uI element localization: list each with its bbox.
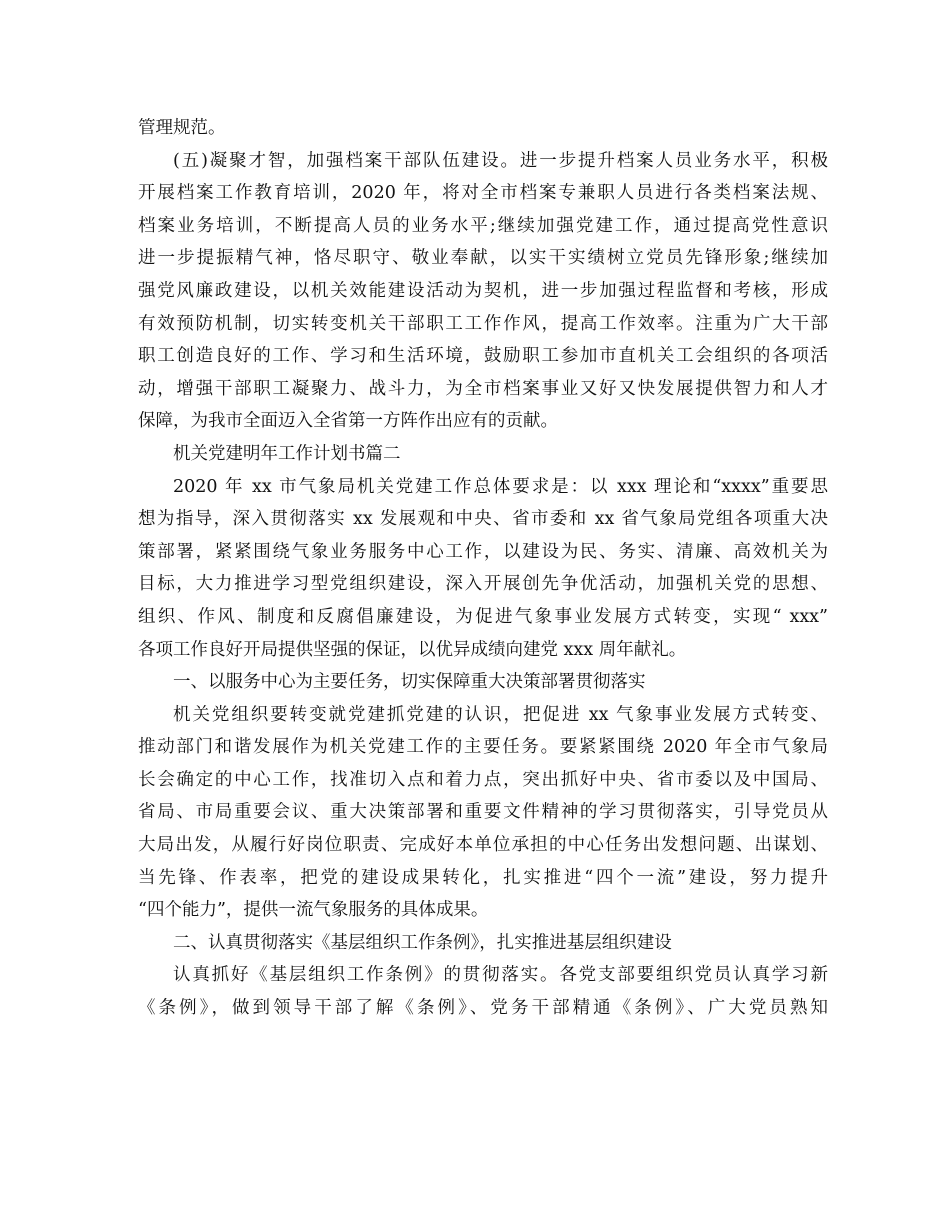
- text-line: (五)凝聚才智，加强档案干部队伍建设。进一步提升档案人员业务水平，积极: [173, 150, 828, 171]
- text-line: 进一步提振精气神，恪尽职守、敬业奉献，以实干实绩树立党员先锋形象;继续加: [138, 248, 828, 269]
- text-line: 长会确定的中心工作，找准切入点和着力点，突出抓好中央、省市委以及中国局、: [138, 769, 828, 790]
- text-line: 强党风廉政建设，以机关效能建设活动为契机，进一步加强过程监督和考核，形成: [138, 280, 828, 301]
- text-line: 2020 年 xx 市气象局机关党建工作总体要求是：以 xxx 理论和“xxxx”重要思: [173, 476, 828, 497]
- text-line: 认真抓好《基层组织工作条例》的贯彻落实。各党支部要组织党员认真学习新: [173, 965, 828, 986]
- text-line: 省局、市局重要会议、重大决策部署和重要文件精神的学习贯彻落实，引导党员从: [138, 802, 828, 823]
- text-line: 推动部门和谐发展作为机关党建工作的主要任务。要紧紧围绕 2020 年全市气象局: [138, 737, 828, 758]
- text-line: 《条例》，做到领导干部了解《条例》、党务干部精通《条例》、广大党员熟知: [138, 998, 828, 1019]
- text-line: 开展档案工作教育培训，2020 年，将对全市档案专兼职人员进行各类档案法规、: [138, 183, 828, 204]
- text-line: “四个能力”，提供一流气象服务的具体成果。: [138, 900, 489, 921]
- text-line: 机关党建明年工作计划书篇二: [173, 443, 401, 464]
- text-line: 想为指导，深入贯彻落实 xx 发展观和中央、省市委和 xx 省气象局党组各项重大决: [138, 509, 828, 530]
- text-line: 当先锋、作表率，把党的建设成果转化，扎实推进“四个一流”建设，努力提升: [138, 867, 828, 888]
- text-line: 目标，大力推进学习型党组织建设，深入开展创先争优活动，加强机关党的思想、: [138, 574, 828, 595]
- text-line: 动，增强干部职工凝聚力、战斗力，为全市档案事业又好又快发展提供智力和人才: [138, 378, 828, 399]
- text-line: 职工创造良好的工作、学习和生活环境，鼓励职工参加市直机关工会组织的各项活: [138, 346, 828, 367]
- text-line: 保障，为我市全面迈入全省第一方阵作出应有的贡献。: [138, 411, 558, 432]
- text-line: 二、认真贯彻落实《基层组织工作条例》，扎实推进基层组织建设: [173, 932, 672, 953]
- text-line: 档案业务培训，不断提高人员的业务水平;继续加强党建工作，通过提高党性意识: [138, 215, 828, 236]
- text-line: 组织、作风、制度和反腐倡廉建设，为促进气象事业发展方式转变，实现“ xxx”: [138, 606, 828, 627]
- text-line: 各项工作良好开局提供坚强的保证，以优异成绩向建党 xxx 周年献礼。: [138, 639, 687, 660]
- document-body-text: [138, 112, 828, 1025]
- text-line: 有效预防机制，切实转变机关干部职工工作作风，提高工作效率。注重为广大干部: [138, 313, 828, 334]
- text-line: 机关党组织要转变就党建抓党建的认识，把促进 xx 气象事业发展方式转变、: [173, 704, 828, 725]
- text-line: 策部署，紧紧围绕气象业务服务中心工作，以建设为民、务实、清廉、高效机关为: [138, 541, 828, 562]
- text-line: 大局出发，从履行好岗位职责、完成好本单位承担的中心任务出发想问题、出谋划、: [138, 835, 828, 856]
- text-line: 管理规范。: [138, 118, 226, 138]
- text-line: 一、以服务中心为主要任务，切实保障重大决策部署贯彻落实: [173, 672, 646, 693]
